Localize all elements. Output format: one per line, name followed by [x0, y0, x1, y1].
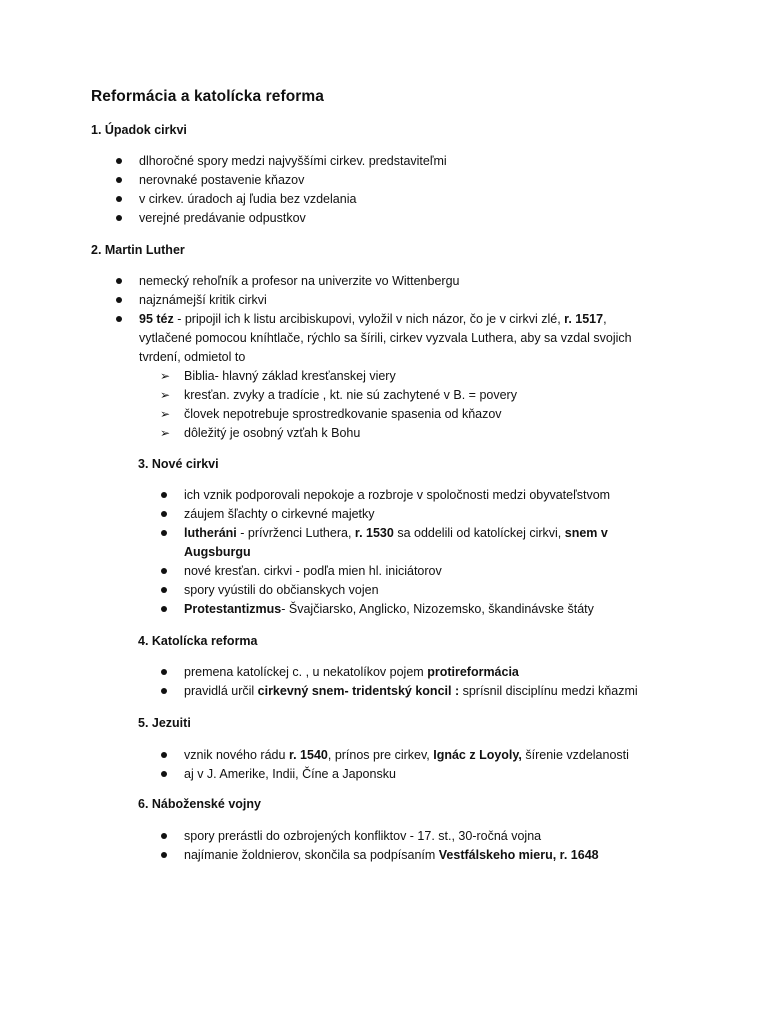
sub-list-item: dôležitý je osobný vzťah k Bohu	[184, 426, 361, 440]
bullet-icon	[116, 215, 122, 221]
list-item-continuation: vytlačené pomocou kníhtlače, rýchlo sa šírili, cirkev vyzvala Luthera, aby sa vzdal svojich	[139, 331, 632, 345]
list-item-continuation: tvrdení, odmietol to	[139, 350, 246, 364]
document-title: Reformácia a katolícka reforma	[91, 88, 325, 105]
list-item	[139, 310, 607, 329]
list-item: dlhoročné spory medzi najvyššími cirkev. predstaviteľmi	[139, 154, 447, 168]
bold-text: 95 téz	[139, 312, 174, 326]
section-heading-6: 6. Náboženské vojny	[138, 797, 261, 811]
list-item: v cirkev. úradoch aj ľudia bez vzdelania	[139, 192, 357, 206]
bold-text: lutheráni	[184, 526, 237, 540]
arrow-bullet-icon: ➢	[160, 388, 171, 402]
sub-list-item: človek nepotrebuje sprostredkovanie spasenia od kňazov	[184, 407, 502, 421]
bullet-icon	[116, 316, 122, 322]
bullet-icon	[161, 752, 167, 758]
list-item: spory prerástli do ozbrojených konfliktov - 17. st., 30-ročná vojna	[184, 829, 542, 843]
text: sprísnil disciplínu medzi kňazmi	[459, 684, 638, 698]
list-item	[184, 663, 519, 682]
bullet-icon	[161, 568, 167, 574]
section-heading-4: 4. Katolícka reforma	[138, 634, 258, 648]
bullet-icon	[161, 492, 167, 498]
bold-text: r. 1517	[564, 312, 604, 326]
bullet-icon	[116, 158, 122, 164]
section-heading-3: 3. Nové cirkvi	[138, 457, 219, 471]
bold-text: cirkevný snem- tridentský koncil :	[257, 684, 460, 698]
text: ,	[603, 312, 607, 326]
bold-text: Ignác z Loyoly,	[433, 748, 522, 762]
list-item: spory vyústili do občianskych vojen	[184, 583, 379, 597]
bullet-icon	[116, 297, 122, 303]
text: , prínos pre cirkev,	[327, 748, 434, 762]
bold-text: protireformácia	[427, 665, 519, 679]
text: pravidlá určil	[184, 684, 258, 698]
list-item	[184, 524, 608, 543]
bold-text: Vestfálskeho mieru, r. 1648	[438, 848, 599, 862]
arrow-bullet-icon: ➢	[160, 426, 171, 440]
list-item: najznámejší kritik cirkvi	[139, 293, 267, 307]
text: najímanie žoldnierov, skončila sa podpísaním	[184, 848, 439, 862]
text: premena katolíckej c. , u nekatolíkov pojem	[184, 665, 428, 679]
bullet-icon	[161, 669, 167, 675]
sub-list-item: kresťan. zvyky a tradície , kt. nie sú zachytené v B. = povery	[184, 388, 517, 402]
list-item: záujem šľachty o cirkevné majetky	[184, 507, 375, 521]
text: vznik nového rádu	[184, 748, 289, 762]
text: - prívrženci Luthera,	[236, 526, 355, 540]
section-heading-1: 1. Úpadok cirkvi	[91, 123, 187, 137]
list-item: nové kresťan. cirkvi - podľa mien hl. iniciátorov	[184, 564, 442, 578]
bullet-icon	[161, 511, 167, 517]
bullet-icon	[161, 530, 167, 536]
list-item	[184, 682, 638, 701]
list-item	[184, 600, 594, 619]
section-heading-5: 5. Jezuiti	[138, 716, 191, 730]
bullet-icon	[161, 606, 167, 612]
arrow-bullet-icon: ➢	[160, 407, 171, 421]
list-item	[184, 746, 629, 765]
text: šírenie vzdelanosti	[521, 748, 629, 762]
list-item: aj v J. Amerike, Indii, Číne a Japonsku	[184, 767, 396, 781]
list-item: ich vznik podporovali nepokoje a rozbroje v spoločnosti medzi obyvateľstvom	[184, 488, 611, 502]
text: - pripojil ich k listu arcibiskupovi, vyložil v nich názor, čo je v cirkvi zlé,	[173, 312, 565, 326]
list-item: nerovnaké postavenie kňazov	[139, 173, 305, 187]
bullet-icon	[161, 771, 167, 777]
bold-text: r. 1540	[288, 748, 328, 762]
list-item: verejné predávanie odpustkov	[139, 211, 306, 225]
bold-text: snem v	[564, 526, 608, 540]
text: sa oddelili od katolíckej cirkvi,	[393, 526, 565, 540]
arrow-bullet-icon: ➢	[160, 369, 171, 383]
bullet-icon	[161, 688, 167, 694]
bullet-icon	[161, 833, 167, 839]
bold-text: Protestantizmus	[184, 602, 282, 616]
bullet-icon	[116, 278, 122, 284]
list-item: nemecký rehoľník a profesor na univerzite vo Wittenbergu	[139, 274, 460, 288]
section-heading-2: 2. Martin Luther	[91, 243, 185, 257]
list-item	[184, 846, 599, 865]
bold-text: r. 1530	[354, 526, 394, 540]
bullet-icon	[161, 587, 167, 593]
bullet-icon	[116, 196, 122, 202]
list-item-continuation: Augsburgu	[184, 545, 251, 559]
text: - Švajčiarsko, Anglicko, Nizozemsko, škandinávske štáty	[281, 602, 594, 616]
bullet-icon	[161, 852, 167, 858]
sub-list-item: Biblia- hlavný základ kresťanskej viery	[184, 369, 396, 383]
bullet-icon	[116, 177, 122, 183]
